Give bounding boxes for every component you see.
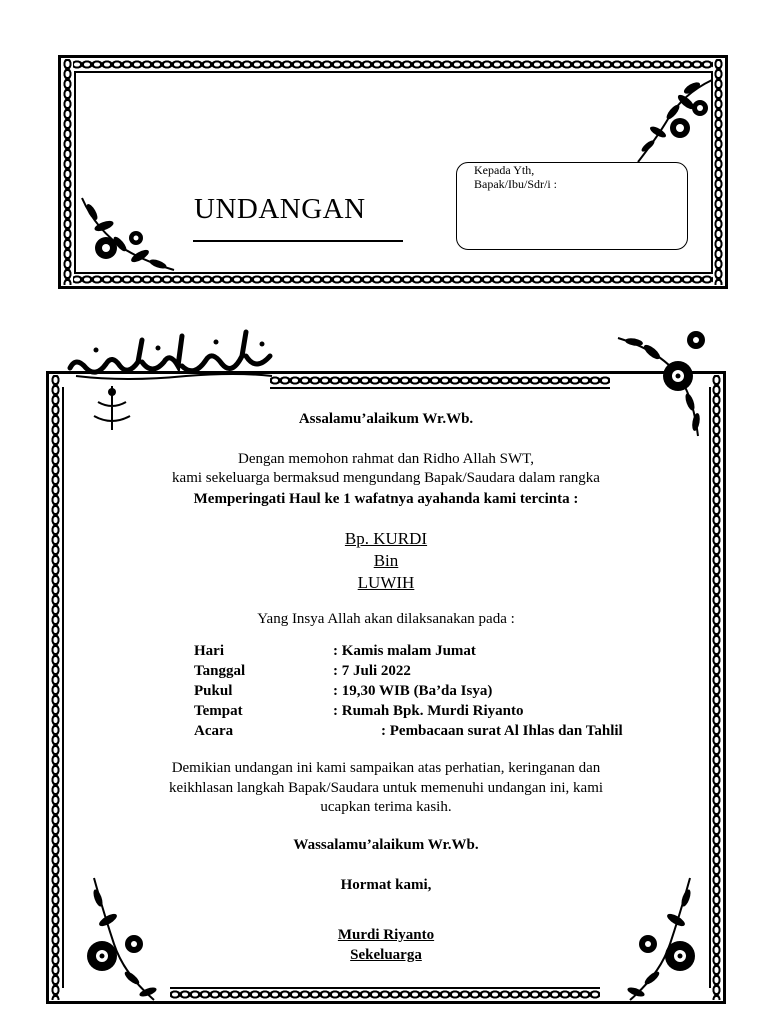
- letter-border-inner-top: [270, 387, 610, 389]
- closing-line-3: ucapkan terima kasih.: [320, 799, 452, 815]
- address-box: [456, 162, 688, 250]
- envelope-border-outer-bottom: [58, 286, 728, 289]
- closing-line-2: keikhlasan langkah Bapak/Saudara untuk memenuhi undangan ini, kami: [168, 780, 604, 796]
- intro-line-2: kami sekeluarga bermaksud mengundang Bapak/Saudara dalam rangka: [172, 470, 600, 486]
- detail-label-event: Acara: [194, 723, 234, 739]
- intro-line-3: Memperingati Haul ke 1 wafatnya ayahanda kami tercinta :: [193, 491, 579, 507]
- flower-ornament-icon: [76, 190, 176, 274]
- schedule-intro: Yang Insya Allah akan dilaksanakan pada :: [257, 611, 515, 627]
- greeting: Assalamu’alaikum Wr.Wb.: [298, 411, 474, 427]
- deceased-name: Bp. KURDI: [344, 529, 428, 548]
- closing-line-1: Demikian undangan ini kami sampaikan atas perhatian, keringanan dan: [171, 760, 601, 776]
- envelope-chain-left: [62, 59, 73, 285]
- intro-line-1: Dengan memohon rahmat dan Ridho Allah SWT,: [238, 451, 534, 467]
- address-line-1: Kepada Yth,: [474, 163, 535, 177]
- detail-value-event: : Pembacaan surat Al Ihlas dan Tahlil: [381, 723, 623, 739]
- farewell: Wassalamu’alaikum Wr.Wb.: [293, 837, 479, 853]
- envelope-title: UNDANGAN: [194, 193, 366, 225]
- envelope-chain-bottom: [62, 274, 724, 285]
- letter-border-inner-bottom: [170, 987, 600, 989]
- letter-border-inner-left: [62, 387, 64, 988]
- envelope-border-outer-top: [58, 55, 728, 58]
- detail-value-date: : 7 Juli 2022: [333, 663, 411, 679]
- signer-name: Murdi Riyanto: [337, 927, 435, 943]
- envelope-border-outer-left: [58, 55, 61, 289]
- letter-border-outer-left: [46, 371, 49, 1004]
- detail-label-time: Pukul: [194, 683, 233, 699]
- detail-value-day: : Kamis malam Jumat: [333, 643, 476, 659]
- envelope-chain-right: [713, 59, 724, 285]
- detail-label-place: Tempat: [194, 703, 243, 719]
- detail-value-place: : Rumah Bpk. Murdi Riyanto: [333, 703, 524, 719]
- deceased-bin: Bin: [373, 551, 399, 570]
- envelope-chain-top: [62, 59, 724, 70]
- title-underline: [193, 240, 403, 242]
- detail-label-date: Tanggal: [194, 663, 246, 679]
- letter-border-outer-right: [723, 371, 726, 1004]
- address-line-2: Bapak/Ibu/Sdr/i :: [474, 177, 557, 191]
- detail-label-day: Hari: [194, 643, 224, 659]
- envelope-border-inner-top: [74, 71, 712, 73]
- letter-chain-left: [50, 375, 61, 1000]
- letter-chain-right: [711, 375, 722, 1000]
- envelope-border-outer-right: [725, 55, 728, 289]
- flower-ornament-icon: [628, 74, 714, 166]
- detail-value-time: : 19,30 WIB (Ba’da Isya): [333, 683, 493, 699]
- basmala-calligraphy-icon: [66, 326, 276, 387]
- regards: Hormat kami,: [340, 877, 432, 893]
- letter-chain-top: [270, 375, 610, 386]
- signer-role: Sekeluarga: [350, 947, 422, 963]
- letter-chain-bottom: [170, 989, 600, 1000]
- deceased-father: LUWIH: [357, 573, 415, 592]
